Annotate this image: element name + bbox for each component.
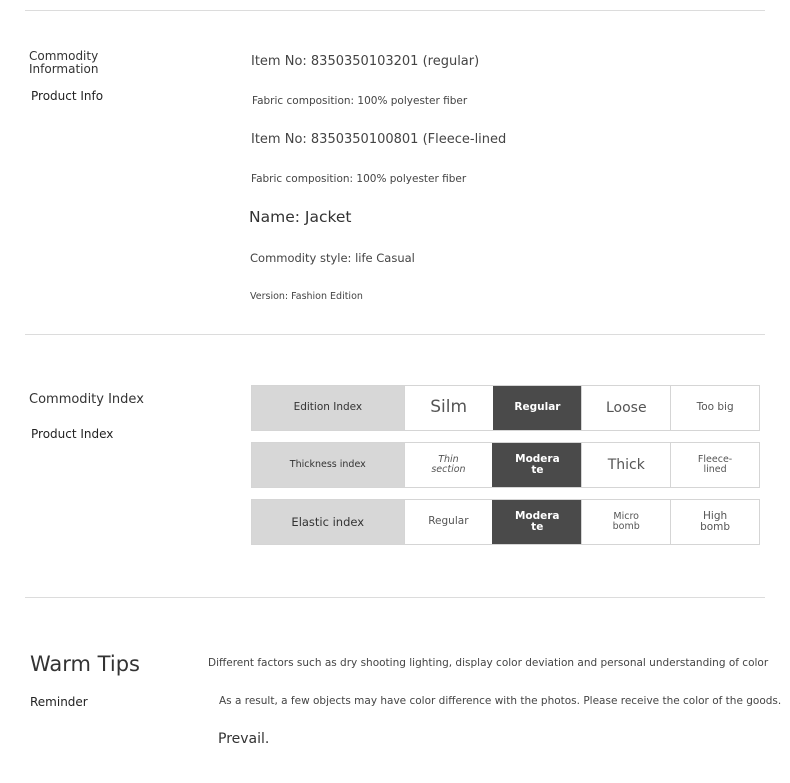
elastic-index-row (251, 499, 760, 545)
elastic-index-label: Elastic index (252, 500, 404, 544)
warm-tips-title: Warm Tips (30, 652, 140, 676)
version: Version: Fashion Edition (250, 291, 363, 302)
edition-option-regular-selected: Regular (493, 386, 582, 430)
fabric-composition-fleece: Fabric composition: 100% polyester fiber (251, 173, 467, 185)
thickness-option-moderate-selected: Modera te (492, 443, 581, 487)
elastic-option-micro-bomb: Micro bomb (581, 500, 670, 544)
thickness-option-thick: Thick (581, 443, 670, 487)
section-divider-2 (25, 597, 765, 598)
commodity-style: Commodity style: life Casual (250, 251, 415, 265)
product-index-subtitle: Product Index (31, 427, 114, 441)
edition-option-too-big: Too big (670, 386, 759, 430)
edition-option-loose: Loose (581, 386, 670, 430)
elastic-option-regular: Regular (404, 500, 493, 544)
commodity-information-title: Commodity Information (29, 49, 99, 76)
edition-index-row (251, 385, 760, 431)
reminder-subtitle: Reminder (30, 695, 88, 709)
product-info-subtitle: Product Info (31, 89, 104, 103)
thickness-option-fleece-lined: Fleece-lined (670, 443, 759, 487)
fabric-composition-regular: Fabric composition: 100% polyester fiber (252, 95, 468, 107)
section-divider (25, 334, 765, 335)
elastic-option-high-bomb: High bomb (670, 500, 759, 544)
commodity-index-title: Commodity Index (29, 392, 144, 407)
product-name: Name: Jacket (249, 208, 352, 226)
top-divider (25, 10, 765, 11)
item-number-fleece: Item No: 8350350100801 (Fleece-lined (251, 132, 507, 147)
edition-index-label: Edition Index (252, 386, 404, 430)
tip-line-3: Prevail. (218, 731, 270, 747)
tip-line-1: Different factors such as dry shooting lighting, display color deviation and personal understanding of color (208, 657, 769, 669)
thickness-option-thin-section: Thin section (404, 443, 493, 487)
thickness-index-label: Thickness index (252, 443, 404, 487)
edition-option-silm: Silm (404, 386, 493, 430)
elastic-option-moderate-selected: Modera te (492, 500, 581, 544)
thickness-index-row (251, 442, 760, 488)
item-number-regular: Item No: 8350350103201 (regular) (251, 54, 480, 69)
tip-line-2: As a result, a few objects may have color difference with the photos. Please receive the color of the goods. (219, 695, 782, 707)
